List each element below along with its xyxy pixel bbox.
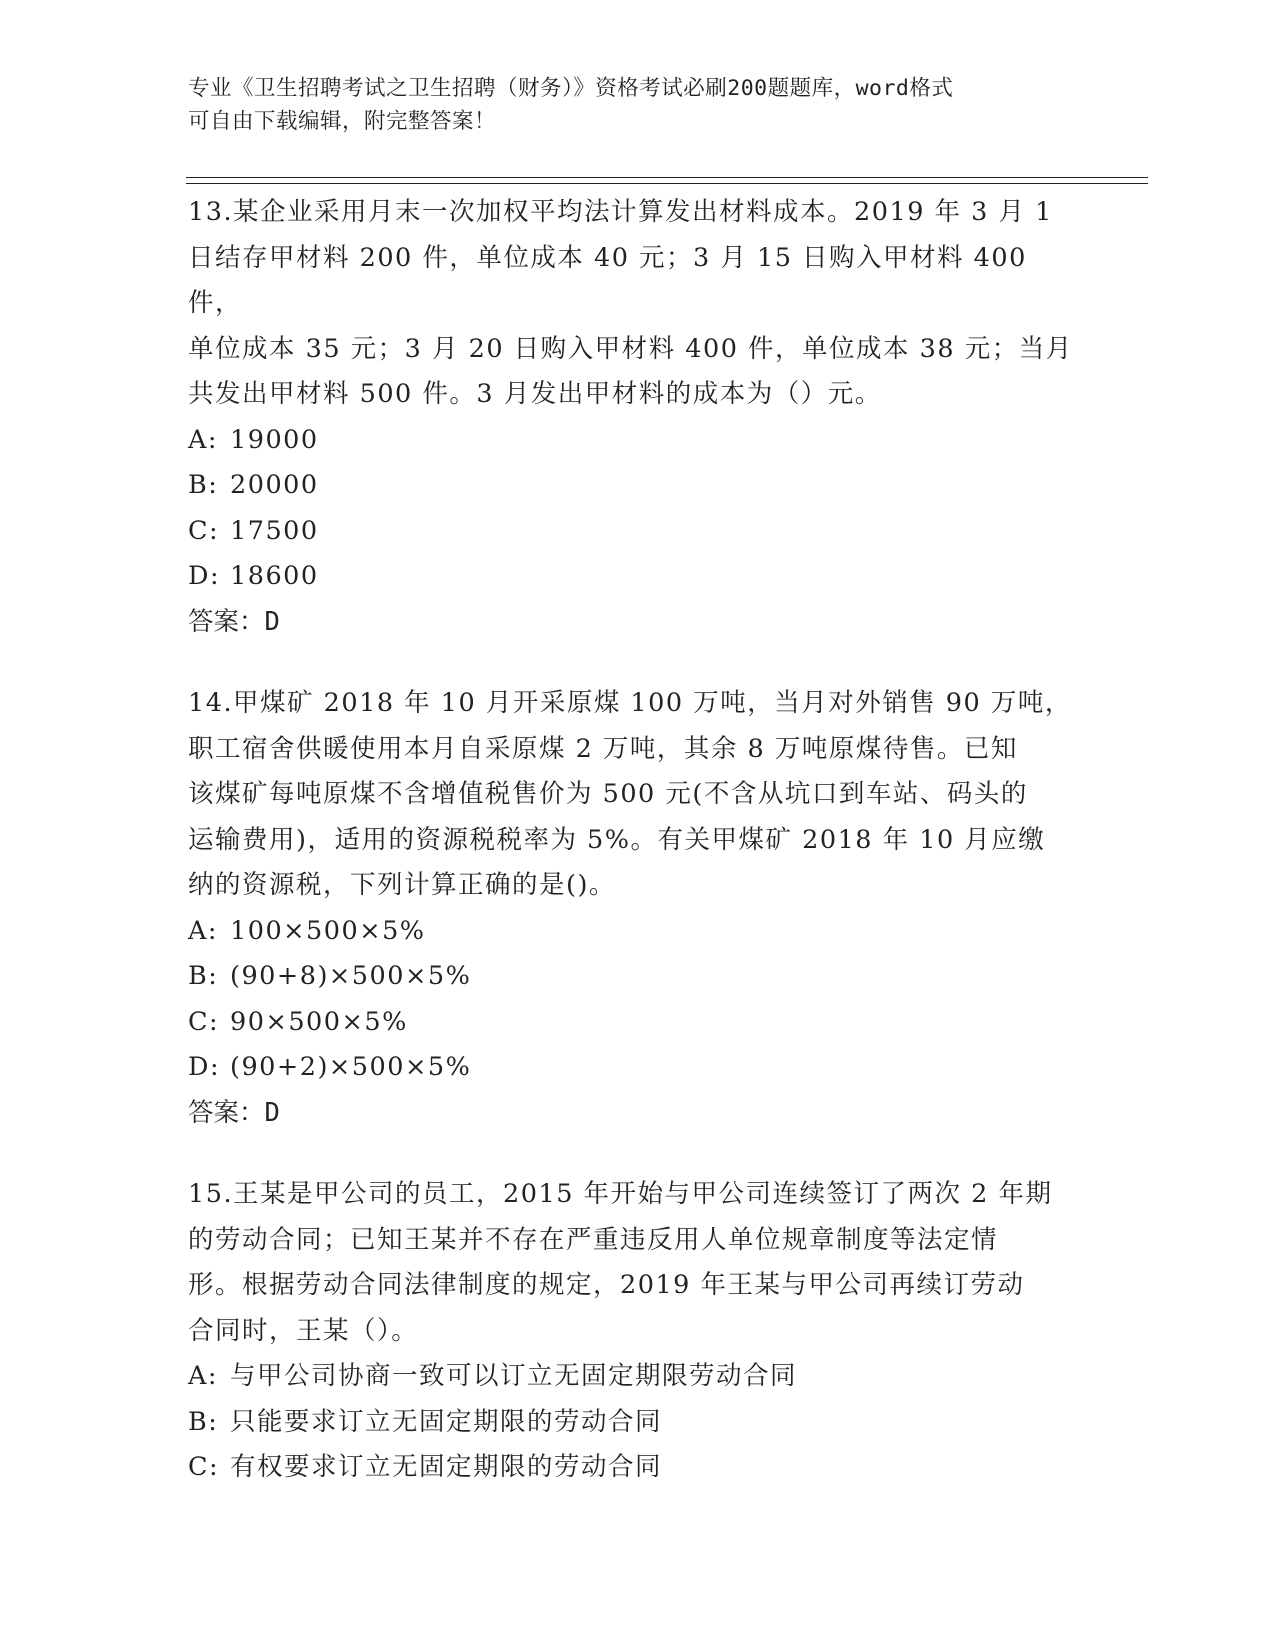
option-text: 有权要求订立无固定期限的劳动合同 [230,1452,663,1482]
stem-line: 纳的资源税，下列计算正确的是()。 [188,870,616,900]
document-header [188,72,1068,138]
stem-line: 15.王某是甲公司的员工，2015 年开始与甲公司连续签订了两次 2 年期 [188,1179,1053,1209]
stem-line: 的劳动合同；已知王某并不存在严重违反用人单位规章制度等法定情 [188,1224,999,1255]
stem-line: 13.某企业采用月末一次加权平均法计算发出材料成本。2019 年 3 月 1 [188,197,1053,227]
option-text: 17500 [230,515,319,546]
option-text: 只能要求订立无固定期限的劳动合同 [230,1406,663,1437]
option-d [188,554,1088,600]
option-text: 100×500×5% [230,915,426,946]
question-stem [188,190,1088,418]
option-letter: C: [188,1452,220,1482]
question-13 [188,190,1088,645]
option-text: 20000 [230,470,319,500]
stem-line: 共发出甲材料 500 件。3 月发出甲材料的成本为（）元。 [188,379,882,409]
question-14 [188,681,1088,1136]
option-letter: B: [188,1406,219,1437]
option-letter: A: [188,1361,219,1391]
option-b [188,954,1088,1000]
option-d [188,1045,1088,1091]
option-c [188,1000,1088,1046]
option-letter: D: [188,1052,221,1082]
answer-label: 答案：D [188,1097,280,1128]
option-letter: A: [188,424,219,455]
stem-line: 该煤矿每吨原煤不含增值税售价为 500 元(不含从坑口到车站、码头的 [188,779,1028,809]
option-text: 19000 [230,424,319,455]
stem-line: 职工宿舍供暖使用本月自采原煤 2 万吨，其余 8 万吨原煤待售。已知 [188,733,1018,764]
option-letter: C: [188,1006,220,1037]
option-text: 90×500×5% [230,1006,408,1037]
option-text: (90+8)×500×5% [230,961,472,991]
question-list [188,190,1088,1527]
option-c [188,509,1088,555]
option-text: 与甲公司协商一致可以订立无固定期限劳动合同 [230,1361,798,1391]
question-15 [188,1172,1088,1491]
option-letter: A: [188,915,219,946]
header-line-1: 专业《卫生招聘考试之卫生招聘（财务）》资格考试必刷200题题库，word格式 [188,76,954,101]
stem-line: 合同时，王某（）。 [188,1315,419,1346]
stem-line: 14.甲煤矿 2018 年 10 月开采原煤 100 万吨，当月对外销售 90 万吨， [188,688,1072,718]
stem-line: 日结存甲材料 200 件，单位成本 40 元；3 月 15 日购入甲材料 400 件， [188,242,1027,318]
option-b [188,1400,1088,1446]
option-a [188,418,1088,464]
stem-line: 运输费用)，适用的资源税税率为 5%。有关甲煤矿 2018 年 10 月应缴 [188,824,1046,855]
option-c [188,1445,1088,1491]
question-stem [188,681,1088,909]
option-letter: B: [188,961,219,991]
header-line-2: 可自由下载编辑，附完整答案！ [188,109,497,134]
option-text: (90+2)×500×5% [230,1052,472,1082]
stem-line: 形。根据劳动合同法律制度的规定，2019 年王某与甲公司再续订劳动 [188,1270,1025,1300]
option-letter: D: [188,561,221,591]
header-divider-bottom [186,183,1148,184]
option-letter: B: [188,470,219,500]
header-divider-top [186,177,1148,178]
option-b [188,463,1088,509]
stem-line: 单位成本 35 元；3 月 20 日购入甲材料 400 件，单位成本 38 元；当月 [188,333,1073,364]
question-stem [188,1172,1088,1354]
option-a [188,909,1088,955]
answer-label: 答案：D [188,606,280,637]
option-text: 18600 [230,561,319,591]
option-a [188,1354,1088,1400]
option-letter: C: [188,515,220,546]
